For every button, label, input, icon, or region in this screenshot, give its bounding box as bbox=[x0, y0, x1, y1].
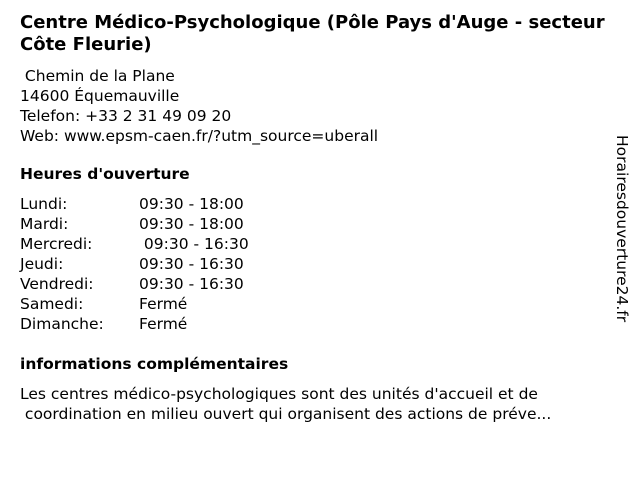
info-description bbox=[20, 384, 620, 424]
day-label: Samedi: bbox=[20, 295, 84, 313]
time-value: Fermé bbox=[139, 315, 188, 333]
time-value: 09:30 - 18:00 bbox=[139, 195, 244, 213]
website-link: Web: www.epsm-caen.fr/?utm_source=uberall bbox=[20, 127, 379, 145]
city-address: 14600 Équemauville bbox=[20, 87, 180, 105]
time-value: 09:30 - 18:00 bbox=[139, 215, 244, 233]
time-value: Fermé bbox=[139, 295, 188, 313]
site-watermark: Horairesdouverture24.fr bbox=[613, 135, 631, 323]
day-label: Dimanche: bbox=[20, 315, 104, 333]
info-line-1: Les centres médico-psychologiques sont des unités d'accueil et de bbox=[20, 385, 538, 403]
time-value: 09:30 - 16:30 bbox=[139, 235, 249, 253]
address-block bbox=[20, 66, 378, 146]
day-label: Jeudi: bbox=[20, 255, 64, 273]
day-label: Mardi: bbox=[20, 215, 69, 233]
page-title: Centre Médico-Psychologique (Pôle Pays d'Auge - secteur Côte Fleurie) bbox=[20, 12, 605, 55]
info-heading: informations complémentaires bbox=[20, 355, 289, 373]
info-line-2: coordination en milieu ouvert qui organisent des actions de préve... bbox=[20, 405, 552, 423]
day-label: Lundi: bbox=[20, 195, 68, 213]
street-address: Chemin de la Plane bbox=[20, 67, 175, 85]
day-label: Mercredi: bbox=[20, 235, 93, 253]
time-value: 09:30 - 16:30 bbox=[139, 275, 244, 293]
day-label: Vendredi: bbox=[20, 275, 94, 293]
phone-number: Telefon: +33 2 31 49 09 20 bbox=[20, 107, 232, 125]
time-value: 09:30 - 16:30 bbox=[139, 255, 244, 273]
hours-heading: Heures d'ouverture bbox=[20, 165, 190, 183]
